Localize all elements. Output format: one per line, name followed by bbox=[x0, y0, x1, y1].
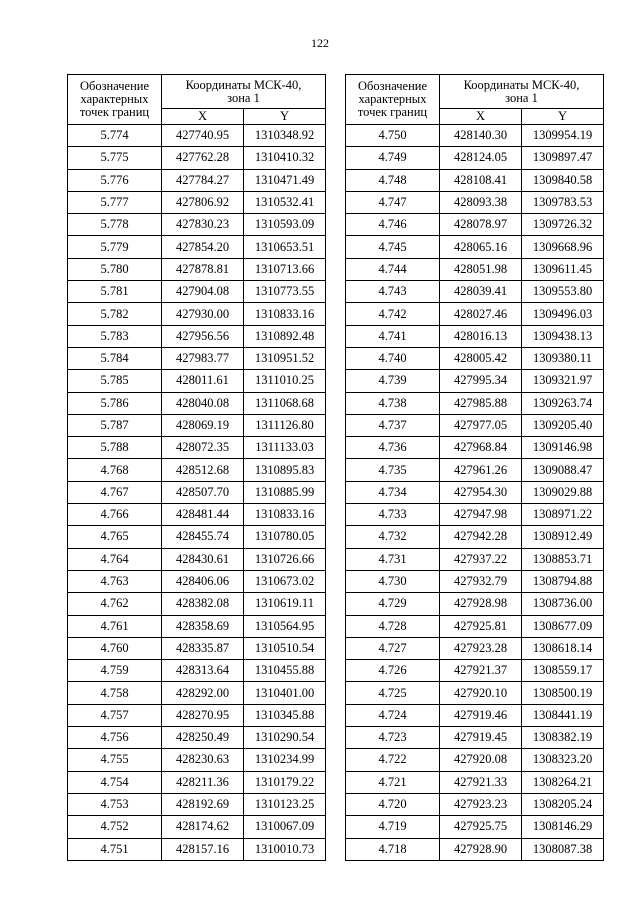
header-point-designation-line: точек границ bbox=[79, 105, 150, 119]
x-coordinate-cell: 428027.46 bbox=[440, 303, 522, 325]
point-designation-cell: 4.742 bbox=[346, 303, 440, 325]
y-coordinate-cell: 1310401.00 bbox=[244, 682, 326, 704]
x-coordinate-cell: 428124.05 bbox=[440, 147, 522, 169]
y-coordinate-cell: 1310673.02 bbox=[244, 570, 326, 592]
point-designation-cell: 4.725 bbox=[346, 682, 440, 704]
point-designation-cell: 4.760 bbox=[68, 637, 162, 659]
table-row bbox=[68, 281, 326, 303]
table-row bbox=[346, 727, 604, 749]
x-coordinate-cell: 428335.87 bbox=[162, 637, 244, 659]
y-coordinate-cell: 1310833.16 bbox=[244, 303, 326, 325]
x-coordinate-cell: 428016.13 bbox=[440, 325, 522, 347]
point-designation-cell: 4.734 bbox=[346, 481, 440, 503]
table-row bbox=[68, 526, 326, 548]
x-coordinate-cell: 428313.64 bbox=[162, 660, 244, 682]
x-coordinate-cell: 427920.08 bbox=[440, 749, 522, 771]
x-coordinate-cell: 427878.81 bbox=[162, 258, 244, 280]
x-coordinate-cell: 428174.62 bbox=[162, 816, 244, 838]
table-row bbox=[68, 303, 326, 325]
point-designation-cell: 4.722 bbox=[346, 749, 440, 771]
x-coordinate-cell: 428108.41 bbox=[440, 169, 522, 191]
header-coordinates-line: Координаты МСК-40, bbox=[185, 77, 302, 92]
x-coordinate-cell: 428507.70 bbox=[162, 481, 244, 503]
coordinates-table-left bbox=[67, 74, 326, 861]
x-coordinate-cell: 427956.56 bbox=[162, 325, 244, 347]
y-coordinate-cell: 1309668.96 bbox=[522, 236, 604, 258]
y-coordinate-cell: 1310713.66 bbox=[244, 258, 326, 280]
point-designation-cell: 4.743 bbox=[346, 281, 440, 303]
x-coordinate-cell: 427977.05 bbox=[440, 414, 522, 436]
point-designation-cell: 4.735 bbox=[346, 459, 440, 481]
y-coordinate-cell: 1309783.53 bbox=[522, 191, 604, 213]
x-coordinate-cell: 427995.34 bbox=[440, 370, 522, 392]
point-designation-cell: 4.741 bbox=[346, 325, 440, 347]
table-row bbox=[346, 437, 604, 459]
table-row bbox=[68, 660, 326, 682]
x-coordinate-cell: 427985.88 bbox=[440, 392, 522, 414]
x-coordinate-cell: 428430.61 bbox=[162, 548, 244, 570]
point-designation-cell: 4.739 bbox=[346, 370, 440, 392]
point-designation-cell: 4.767 bbox=[68, 481, 162, 503]
point-designation-cell: 5.784 bbox=[68, 347, 162, 369]
table-row bbox=[346, 637, 604, 659]
table-row bbox=[68, 593, 326, 615]
x-coordinate-cell: 427947.98 bbox=[440, 504, 522, 526]
x-coordinate-cell: 428292.00 bbox=[162, 682, 244, 704]
point-designation-cell: 5.776 bbox=[68, 169, 162, 191]
y-coordinate-cell: 1311010.25 bbox=[244, 370, 326, 392]
y-coordinate-cell: 1308205.24 bbox=[522, 793, 604, 815]
table-row bbox=[68, 437, 326, 459]
table-row bbox=[346, 704, 604, 726]
y-coordinate-cell: 1310726.66 bbox=[244, 548, 326, 570]
table-row bbox=[346, 504, 604, 526]
table-row bbox=[346, 526, 604, 548]
y-coordinate-cell: 1308912.49 bbox=[522, 526, 604, 548]
y-coordinate-cell: 1309496.03 bbox=[522, 303, 604, 325]
x-coordinate-cell: 427740.95 bbox=[162, 125, 244, 147]
header-coordinates-line: Координаты МСК-40, bbox=[463, 77, 580, 92]
point-designation-cell: 5.775 bbox=[68, 147, 162, 169]
table-row bbox=[68, 816, 326, 838]
table-row bbox=[346, 749, 604, 771]
y-coordinate-cell: 1309205.40 bbox=[522, 414, 604, 436]
header-point-designation-line: Обозначение bbox=[79, 79, 150, 93]
y-coordinate-cell: 1309438.13 bbox=[522, 325, 604, 347]
x-coordinate-cell: 427942.28 bbox=[440, 526, 522, 548]
x-coordinate-cell: 427919.46 bbox=[440, 704, 522, 726]
table-row bbox=[68, 771, 326, 793]
x-coordinate-cell: 427983.77 bbox=[162, 347, 244, 369]
point-designation-cell: 4.753 bbox=[68, 793, 162, 815]
y-coordinate-cell: 1308559.17 bbox=[522, 660, 604, 682]
point-designation-cell: 4.757 bbox=[68, 704, 162, 726]
y-coordinate-cell: 1310532.41 bbox=[244, 191, 326, 213]
x-coordinate-cell: 428192.69 bbox=[162, 793, 244, 815]
y-coordinate-cell: 1309088.47 bbox=[522, 459, 604, 481]
point-designation-cell: 4.745 bbox=[346, 236, 440, 258]
table-row bbox=[68, 637, 326, 659]
x-coordinate-cell: 427954.30 bbox=[440, 481, 522, 503]
x-coordinate-cell: 427920.10 bbox=[440, 682, 522, 704]
y-coordinate-cell: 1310348.92 bbox=[244, 125, 326, 147]
point-designation-cell: 4.723 bbox=[346, 727, 440, 749]
table-row bbox=[346, 481, 604, 503]
y-coordinate-cell: 1310067.09 bbox=[244, 816, 326, 838]
header-coordinates bbox=[162, 75, 326, 109]
y-coordinate-cell: 1309029.88 bbox=[522, 481, 604, 503]
header-y: Y bbox=[244, 109, 326, 125]
table-row bbox=[346, 660, 604, 682]
header-point-designation-line: характерных bbox=[358, 92, 427, 106]
y-coordinate-cell: 1310653.51 bbox=[244, 236, 326, 258]
table-row bbox=[68, 615, 326, 637]
x-coordinate-cell: 427928.90 bbox=[440, 838, 522, 860]
x-coordinate-cell: 427961.26 bbox=[440, 459, 522, 481]
x-coordinate-cell: 428005.42 bbox=[440, 347, 522, 369]
point-designation-cell: 4.768 bbox=[68, 459, 162, 481]
point-designation-cell: 4.751 bbox=[68, 838, 162, 860]
table-row bbox=[346, 392, 604, 414]
x-coordinate-cell: 427925.75 bbox=[440, 816, 522, 838]
x-coordinate-cell: 427930.00 bbox=[162, 303, 244, 325]
y-coordinate-cell: 1310564.95 bbox=[244, 615, 326, 637]
y-coordinate-cell: 1310885.99 bbox=[244, 481, 326, 503]
table-row bbox=[346, 414, 604, 436]
point-designation-cell: 5.780 bbox=[68, 258, 162, 280]
point-designation-cell: 4.719 bbox=[346, 816, 440, 838]
table-row bbox=[346, 548, 604, 570]
table-row bbox=[68, 370, 326, 392]
coordinates-table-right bbox=[345, 74, 604, 861]
y-coordinate-cell: 1310892.48 bbox=[244, 325, 326, 347]
table-row bbox=[346, 147, 604, 169]
point-designation-cell: 5.777 bbox=[68, 191, 162, 213]
table-row bbox=[346, 816, 604, 838]
y-coordinate-cell: 1310895.83 bbox=[244, 459, 326, 481]
x-coordinate-cell: 427919.45 bbox=[440, 727, 522, 749]
table-row bbox=[68, 727, 326, 749]
x-coordinate-cell: 427923.28 bbox=[440, 637, 522, 659]
table-row bbox=[68, 214, 326, 236]
y-coordinate-cell: 1311126.80 bbox=[244, 414, 326, 436]
x-coordinate-cell: 428481.44 bbox=[162, 504, 244, 526]
x-coordinate-cell: 427854.20 bbox=[162, 236, 244, 258]
header-coordinates-line: зона 1 bbox=[505, 90, 538, 105]
header-point-designation bbox=[346, 75, 440, 125]
table-row bbox=[68, 147, 326, 169]
point-designation-cell: 4.718 bbox=[346, 838, 440, 860]
x-coordinate-cell: 428093.38 bbox=[440, 191, 522, 213]
x-coordinate-cell: 428078.97 bbox=[440, 214, 522, 236]
point-designation-cell: 4.764 bbox=[68, 548, 162, 570]
table-row bbox=[346, 370, 604, 392]
x-coordinate-cell: 428157.16 bbox=[162, 838, 244, 860]
y-coordinate-cell: 1308500.19 bbox=[522, 682, 604, 704]
table-row bbox=[68, 125, 326, 147]
y-coordinate-cell: 1308264.21 bbox=[522, 771, 604, 793]
y-coordinate-cell: 1309321.97 bbox=[522, 370, 604, 392]
point-designation-cell: 4.726 bbox=[346, 660, 440, 682]
table-row bbox=[68, 548, 326, 570]
point-designation-cell: 4.754 bbox=[68, 771, 162, 793]
header-point-designation bbox=[68, 75, 162, 125]
point-designation-cell: 4.731 bbox=[346, 548, 440, 570]
y-coordinate-cell: 1308736.00 bbox=[522, 593, 604, 615]
header-point-designation-line: точек границ bbox=[357, 105, 428, 119]
x-coordinate-cell: 427806.92 bbox=[162, 191, 244, 213]
y-coordinate-cell: 1308794.88 bbox=[522, 570, 604, 592]
y-coordinate-cell: 1311068.68 bbox=[244, 392, 326, 414]
header-point-designation-line: Обозначение bbox=[357, 79, 428, 93]
point-designation-cell: 4.720 bbox=[346, 793, 440, 815]
x-coordinate-cell: 428406.06 bbox=[162, 570, 244, 592]
table-row bbox=[346, 258, 604, 280]
table-row bbox=[68, 347, 326, 369]
x-coordinate-cell: 428140.30 bbox=[440, 125, 522, 147]
x-coordinate-cell: 428040.08 bbox=[162, 392, 244, 414]
y-coordinate-cell: 1310179.22 bbox=[244, 771, 326, 793]
x-coordinate-cell: 427762.28 bbox=[162, 147, 244, 169]
y-coordinate-cell: 1310010.73 bbox=[244, 838, 326, 860]
point-designation-cell: 5.774 bbox=[68, 125, 162, 147]
table-row bbox=[346, 771, 604, 793]
point-designation-cell: 4.763 bbox=[68, 570, 162, 592]
point-designation-cell: 4.750 bbox=[346, 125, 440, 147]
point-designation-cell: 4.738 bbox=[346, 392, 440, 414]
table-row bbox=[68, 414, 326, 436]
table-row bbox=[346, 281, 604, 303]
header-x: X bbox=[162, 109, 244, 125]
point-designation-cell: 4.733 bbox=[346, 504, 440, 526]
y-coordinate-cell: 1310593.09 bbox=[244, 214, 326, 236]
table-row bbox=[346, 169, 604, 191]
table-row bbox=[346, 459, 604, 481]
point-designation-cell: 4.728 bbox=[346, 615, 440, 637]
table-row bbox=[346, 593, 604, 615]
point-designation-cell: 4.761 bbox=[68, 615, 162, 637]
y-coordinate-cell: 1308677.09 bbox=[522, 615, 604, 637]
x-coordinate-cell: 428250.49 bbox=[162, 727, 244, 749]
point-designation-cell: 4.730 bbox=[346, 570, 440, 592]
point-designation-cell: 4.762 bbox=[68, 593, 162, 615]
y-coordinate-cell: 1308146.29 bbox=[522, 816, 604, 838]
y-coordinate-cell: 1310290.54 bbox=[244, 727, 326, 749]
table-row bbox=[346, 325, 604, 347]
x-coordinate-cell: 428455.74 bbox=[162, 526, 244, 548]
header-x: X bbox=[440, 109, 522, 125]
y-coordinate-cell: 1310773.55 bbox=[244, 281, 326, 303]
point-designation-cell: 4.727 bbox=[346, 637, 440, 659]
y-coordinate-cell: 1309954.19 bbox=[522, 125, 604, 147]
y-coordinate-cell: 1310471.49 bbox=[244, 169, 326, 191]
point-designation-cell: 5.781 bbox=[68, 281, 162, 303]
x-coordinate-cell: 428270.95 bbox=[162, 704, 244, 726]
table-row bbox=[346, 303, 604, 325]
point-designation-cell: 5.785 bbox=[68, 370, 162, 392]
y-coordinate-cell: 1310345.88 bbox=[244, 704, 326, 726]
point-designation-cell: 5.782 bbox=[68, 303, 162, 325]
point-designation-cell: 4.749 bbox=[346, 147, 440, 169]
y-coordinate-cell: 1310619.11 bbox=[244, 593, 326, 615]
table-row bbox=[346, 682, 604, 704]
point-designation-cell: 5.787 bbox=[68, 414, 162, 436]
x-coordinate-cell: 427937.22 bbox=[440, 548, 522, 570]
x-coordinate-cell: 427968.84 bbox=[440, 437, 522, 459]
x-coordinate-cell: 427928.98 bbox=[440, 593, 522, 615]
table-row bbox=[346, 214, 604, 236]
x-coordinate-cell: 428382.08 bbox=[162, 593, 244, 615]
table-row bbox=[68, 258, 326, 280]
y-coordinate-cell: 1309611.45 bbox=[522, 258, 604, 280]
y-coordinate-cell: 1309553.80 bbox=[522, 281, 604, 303]
header-point-designation-line: характерных bbox=[80, 92, 149, 106]
y-coordinate-cell: 1309263.74 bbox=[522, 392, 604, 414]
x-coordinate-cell: 428065.16 bbox=[440, 236, 522, 258]
point-designation-cell: 5.783 bbox=[68, 325, 162, 347]
table-row bbox=[68, 481, 326, 503]
point-designation-cell: 4.740 bbox=[346, 347, 440, 369]
x-coordinate-cell: 428072.35 bbox=[162, 437, 244, 459]
point-designation-cell: 4.737 bbox=[346, 414, 440, 436]
table-row bbox=[68, 236, 326, 258]
point-designation-cell: 4.765 bbox=[68, 526, 162, 548]
header-coordinates bbox=[440, 75, 604, 109]
table-row bbox=[346, 125, 604, 147]
x-coordinate-cell: 428069.19 bbox=[162, 414, 244, 436]
y-coordinate-cell: 1310410.32 bbox=[244, 147, 326, 169]
point-designation-cell: 5.779 bbox=[68, 236, 162, 258]
x-coordinate-cell: 428039.41 bbox=[440, 281, 522, 303]
y-coordinate-cell: 1310780.05 bbox=[244, 526, 326, 548]
page-number: 122 bbox=[311, 36, 329, 50]
table-row bbox=[346, 347, 604, 369]
point-designation-cell: 4.748 bbox=[346, 169, 440, 191]
y-coordinate-cell: 1309897.47 bbox=[522, 147, 604, 169]
table-row bbox=[68, 325, 326, 347]
point-designation-cell: 5.778 bbox=[68, 214, 162, 236]
point-designation-cell: 4.732 bbox=[346, 526, 440, 548]
x-coordinate-cell: 427904.08 bbox=[162, 281, 244, 303]
x-coordinate-cell: 427921.37 bbox=[440, 660, 522, 682]
y-coordinate-cell: 1311133.03 bbox=[244, 437, 326, 459]
x-coordinate-cell: 427932.79 bbox=[440, 570, 522, 592]
point-designation-cell: 4.758 bbox=[68, 682, 162, 704]
y-coordinate-cell: 1309726.32 bbox=[522, 214, 604, 236]
point-designation-cell: 5.786 bbox=[68, 392, 162, 414]
y-coordinate-cell: 1310455.88 bbox=[244, 660, 326, 682]
header-y: Y bbox=[522, 109, 604, 125]
table-row bbox=[346, 615, 604, 637]
point-designation-cell: 4.756 bbox=[68, 727, 162, 749]
point-designation-cell: 4.755 bbox=[68, 749, 162, 771]
x-coordinate-cell: 428512.68 bbox=[162, 459, 244, 481]
x-coordinate-cell: 428230.63 bbox=[162, 749, 244, 771]
table-row bbox=[346, 838, 604, 860]
x-coordinate-cell: 427923.23 bbox=[440, 793, 522, 815]
x-coordinate-cell: 427925.81 bbox=[440, 615, 522, 637]
y-coordinate-cell: 1308618.14 bbox=[522, 637, 604, 659]
y-coordinate-cell: 1308087.38 bbox=[522, 838, 604, 860]
x-coordinate-cell: 428051.98 bbox=[440, 258, 522, 280]
y-coordinate-cell: 1310951.52 bbox=[244, 347, 326, 369]
y-coordinate-cell: 1309380.11 bbox=[522, 347, 604, 369]
y-coordinate-cell: 1310833.16 bbox=[244, 504, 326, 526]
x-coordinate-cell: 428358.69 bbox=[162, 615, 244, 637]
table-row bbox=[68, 749, 326, 771]
table-row bbox=[68, 459, 326, 481]
point-designation-cell: 4.721 bbox=[346, 771, 440, 793]
table-row bbox=[68, 392, 326, 414]
y-coordinate-cell: 1308323.20 bbox=[522, 749, 604, 771]
y-coordinate-cell: 1310510.54 bbox=[244, 637, 326, 659]
y-coordinate-cell: 1308382.19 bbox=[522, 727, 604, 749]
y-coordinate-cell: 1308441.19 bbox=[522, 704, 604, 726]
y-coordinate-cell: 1309146.98 bbox=[522, 437, 604, 459]
point-designation-cell: 4.724 bbox=[346, 704, 440, 726]
table-row bbox=[346, 236, 604, 258]
point-designation-cell: 4.729 bbox=[346, 593, 440, 615]
x-coordinate-cell: 427921.33 bbox=[440, 771, 522, 793]
point-designation-cell: 4.746 bbox=[346, 214, 440, 236]
y-coordinate-cell: 1310123.25 bbox=[244, 793, 326, 815]
header-coordinates-line: зона 1 bbox=[227, 90, 260, 105]
point-designation-cell: 4.736 bbox=[346, 437, 440, 459]
x-coordinate-cell: 427830.23 bbox=[162, 214, 244, 236]
y-coordinate-cell: 1309840.58 bbox=[522, 169, 604, 191]
table-row bbox=[68, 504, 326, 526]
table-row bbox=[68, 169, 326, 191]
x-coordinate-cell: 428011.61 bbox=[162, 370, 244, 392]
point-designation-cell: 4.766 bbox=[68, 504, 162, 526]
point-designation-cell: 4.759 bbox=[68, 660, 162, 682]
table-row bbox=[68, 793, 326, 815]
table-row bbox=[346, 793, 604, 815]
table-row bbox=[68, 191, 326, 213]
x-coordinate-cell: 428211.36 bbox=[162, 771, 244, 793]
table-row bbox=[68, 682, 326, 704]
table-row bbox=[68, 704, 326, 726]
table-row bbox=[346, 191, 604, 213]
y-coordinate-cell: 1308971.22 bbox=[522, 504, 604, 526]
table-row bbox=[68, 838, 326, 860]
x-coordinate-cell: 427784.27 bbox=[162, 169, 244, 191]
table-row bbox=[68, 570, 326, 592]
point-designation-cell: 4.747 bbox=[346, 191, 440, 213]
point-designation-cell: 4.744 bbox=[346, 258, 440, 280]
table-row bbox=[346, 570, 604, 592]
point-designation-cell: 5.788 bbox=[68, 437, 162, 459]
y-coordinate-cell: 1310234.99 bbox=[244, 749, 326, 771]
point-designation-cell: 4.752 bbox=[68, 816, 162, 838]
y-coordinate-cell: 1308853.71 bbox=[522, 548, 604, 570]
